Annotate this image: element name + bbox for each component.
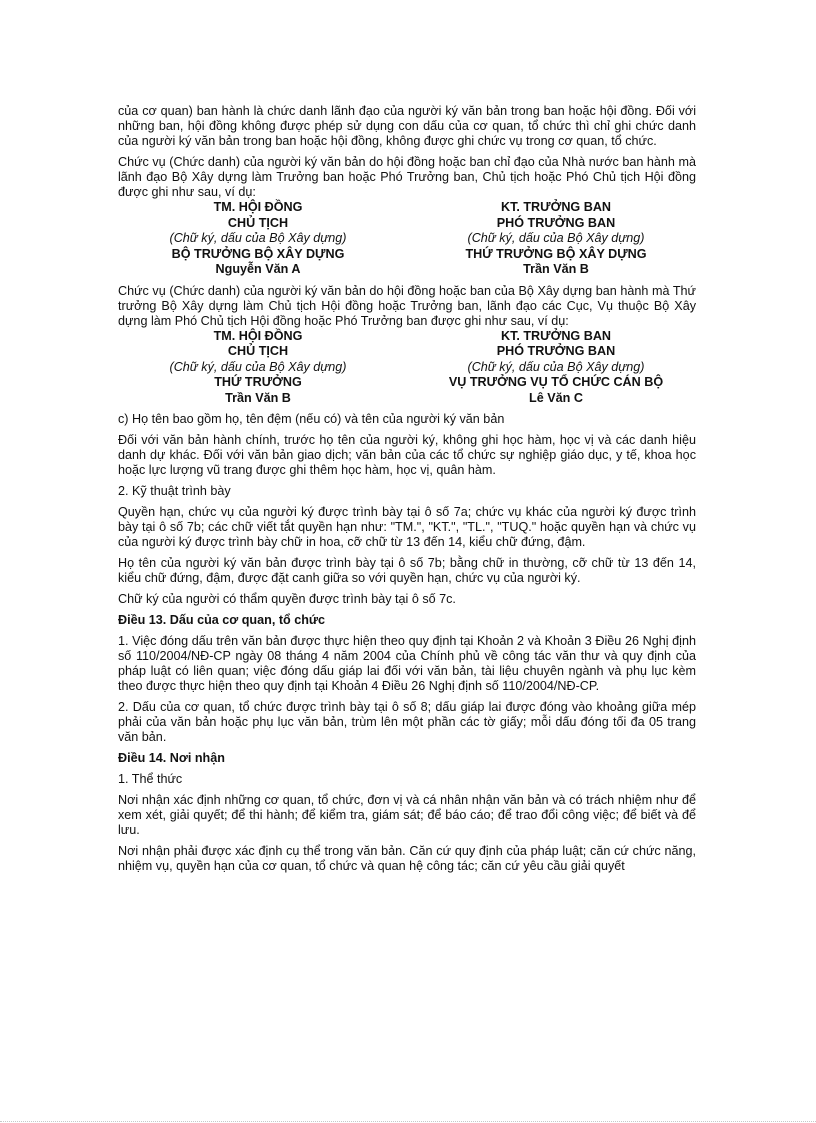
signature-block-left xyxy=(118,329,398,407)
paragraph: Chức vụ (Chức danh) của người ký văn bản do hội đồng hoặc ban của Bộ Xây dựng ban hành mà Thứ trưởng Bộ Xây dựng làm Chủ tịch Hội đồng hoặc Trưởng ban, lãnh đạo các Cục, Vụ thuộc Bộ Xây dựng làm Phó Chủ tịch Hội đồng hoặc Phó Trưởng ban được ghi như sau, ví dụ: xyxy=(118,283,696,328)
signature-block-right xyxy=(416,200,696,278)
paragraph: Họ tên của người ký văn bản được trình bày tại ô số 7b; bằng chữ in thường, cỡ chữ từ 13 đến 14, kiểu chữ đứng, đậm, được đặt canh giữa so với quyền hạn, chức vụ của người ký. xyxy=(118,556,696,585)
signature-block-left xyxy=(118,200,398,278)
title-line: PHÓ TRƯỞNG BAN xyxy=(496,344,616,358)
paragraph: Đối với văn bản hành chính, trước họ tên của người ký, không ghi học hàm, học vị và các danh hiệu danh dự khác. Đối với văn bản giao dịch; văn bản của các tổ chức sự nghiệp giáo dục, y tế, khoa học hoặc lực lượng vũ trang được ghi thêm học hàm, học vị, quân hàm. xyxy=(118,433,696,477)
paragraph: c) Họ tên bao gồm họ, tên đệm (nếu có) và tên của người ký văn bản xyxy=(118,412,505,426)
authority-line: KT. TRƯỞNG BAN xyxy=(500,328,612,343)
paragraph: 2. Dấu của cơ quan, tổ chức được trình bày tại ô số 8; dấu giáp lai được đóng vào khoảng giữa mép phải của văn bản hoặc phụ lục văn bản, trùm lên một phần các tờ giấy; mỗi dấu đóng tối đa 05 trang văn bản. xyxy=(118,700,696,744)
position-line: THỨ TRƯỞNG BỘ XÂY DỰNG xyxy=(465,246,647,261)
position-line: VỤ TRƯỞNG VỤ TỔ CHỨC CÁN BỘ xyxy=(448,375,664,389)
paragraph: 1. Việc đóng dấu trên văn bản được thực hiện theo quy định tại Khoản 2 và Khoản 3 Điều 26 Nghị định số 110/2004/NĐ-CP ngày 08 tháng 4 năm 2004 của Chính phủ về công tác văn thư và quy định của pháp luật có liên quan; việc đóng dấu giáp lai đối với văn bản, tài liệu chuyên ngành và phụ lục kèm theo được thực hiện theo quy định tại Khoản 4 Điều 26 Nghị định số 110/2004/NĐ-CP. xyxy=(118,634,696,693)
signature-example-2 xyxy=(118,329,696,407)
signature-note: (Chữ ký, dấu của Bộ Xây dựng) xyxy=(467,359,645,374)
signature-block-right xyxy=(416,329,696,407)
title-line: CHỦ TỊCH xyxy=(227,344,289,358)
position-line: THỨ TRƯỞNG xyxy=(214,375,302,389)
paragraph: Chữ ký của người có thẩm quyền được trình bày tại ô số 7c. xyxy=(118,592,456,606)
title-line: PHÓ TRƯỞNG BAN xyxy=(496,215,616,230)
signature-note: (Chữ ký, dấu của Bộ Xây dựng) xyxy=(467,231,645,245)
authority-line: TM. HỘI ĐỒNG xyxy=(213,200,303,214)
article-14-heading: Điều 14. Nơi nhận xyxy=(118,751,225,765)
paragraph: Nơi nhận phải được xác định cụ thể trong văn bản. Căn cứ quy định của pháp luật; căn cứ chức năng, nhiệm vụ, quyền hạn của cơ quan, tổ chức và quan hệ công tác; căn cứ yêu cầu giải quyết xyxy=(118,844,696,873)
paragraph: Nơi nhận xác định những cơ quan, tổ chức, đơn vị và cá nhân nhận văn bản và có trách nhiệm như để xem xét, giải quyết; để thi hành; để kiểm tra, giám sát; để báo cáo; để trao đổi công việc; để biết và để lưu. xyxy=(118,793,696,837)
article-13-heading: Điều 13. Dấu của cơ quan, tổ chức xyxy=(118,613,326,627)
signer-name: Lê Văn C xyxy=(529,390,583,405)
section-heading: 1. Thể thức xyxy=(118,772,183,786)
signer-name: Trần Văn B xyxy=(225,390,291,405)
signer-name: Nguyễn Văn A xyxy=(215,262,301,276)
signature-note: (Chữ ký, dấu của Bộ Xây dựng) xyxy=(169,231,347,245)
authority-line: KT. TRƯỞNG BAN xyxy=(500,200,612,214)
position-line: BỘ TRƯỞNG BỘ XÂY DỰNG xyxy=(171,246,345,261)
paragraph: Chức vụ (Chức danh) của người ký văn bản do hội đồng hoặc ban chỉ đạo của Nhà nước ban hành mà lãnh đạo Bộ Xây dựng làm Trưởng ban hoặc Phó Trưởng ban, Chủ tịch hoặc Phó Chủ tịch Hội đồng được ghi như sau, ví dụ: xyxy=(118,155,696,199)
document-page xyxy=(118,104,696,880)
page-bottom-rule xyxy=(0,1121,816,1122)
authority-line: TM. HỘI ĐỒNG xyxy=(213,328,303,343)
signature-note: (Chữ ký, dấu của Bộ Xây dựng) xyxy=(169,359,347,374)
section-heading: 2. Kỹ thuật trình bày xyxy=(118,484,231,498)
signature-example-1 xyxy=(118,200,696,278)
paragraph: Quyền hạn, chức vụ của người ký được trình bày tại ô số 7a; chức vụ khác của người ký được trình bày tại ô số 7b; các chữ viết tắt quyền hạn như: "TM.", "KT.", "TL.", "TUQ." hoặc quyền hạn và chức vụ của người ký được trình bày chữ in hoa, cỡ chữ từ 13 đến 14, kiểu chữ đứng, đậm. xyxy=(118,505,696,549)
signer-name: Trần Văn B xyxy=(523,262,589,276)
paragraph: của cơ quan) ban hành là chức danh lãnh đạo của người ký văn bản trong ban hoặc hội đồng. Đối với những ban, hội đồng không được phép sử dụng con dấu của cơ quan, tổ chức thì chỉ ghi chức danh của người ký văn bản trong ban hoặc hội đồng, không được ghi chức vụ trong cơ quan, tổ chức. xyxy=(118,104,696,148)
title-line: CHỦ TỊCH xyxy=(227,215,289,230)
